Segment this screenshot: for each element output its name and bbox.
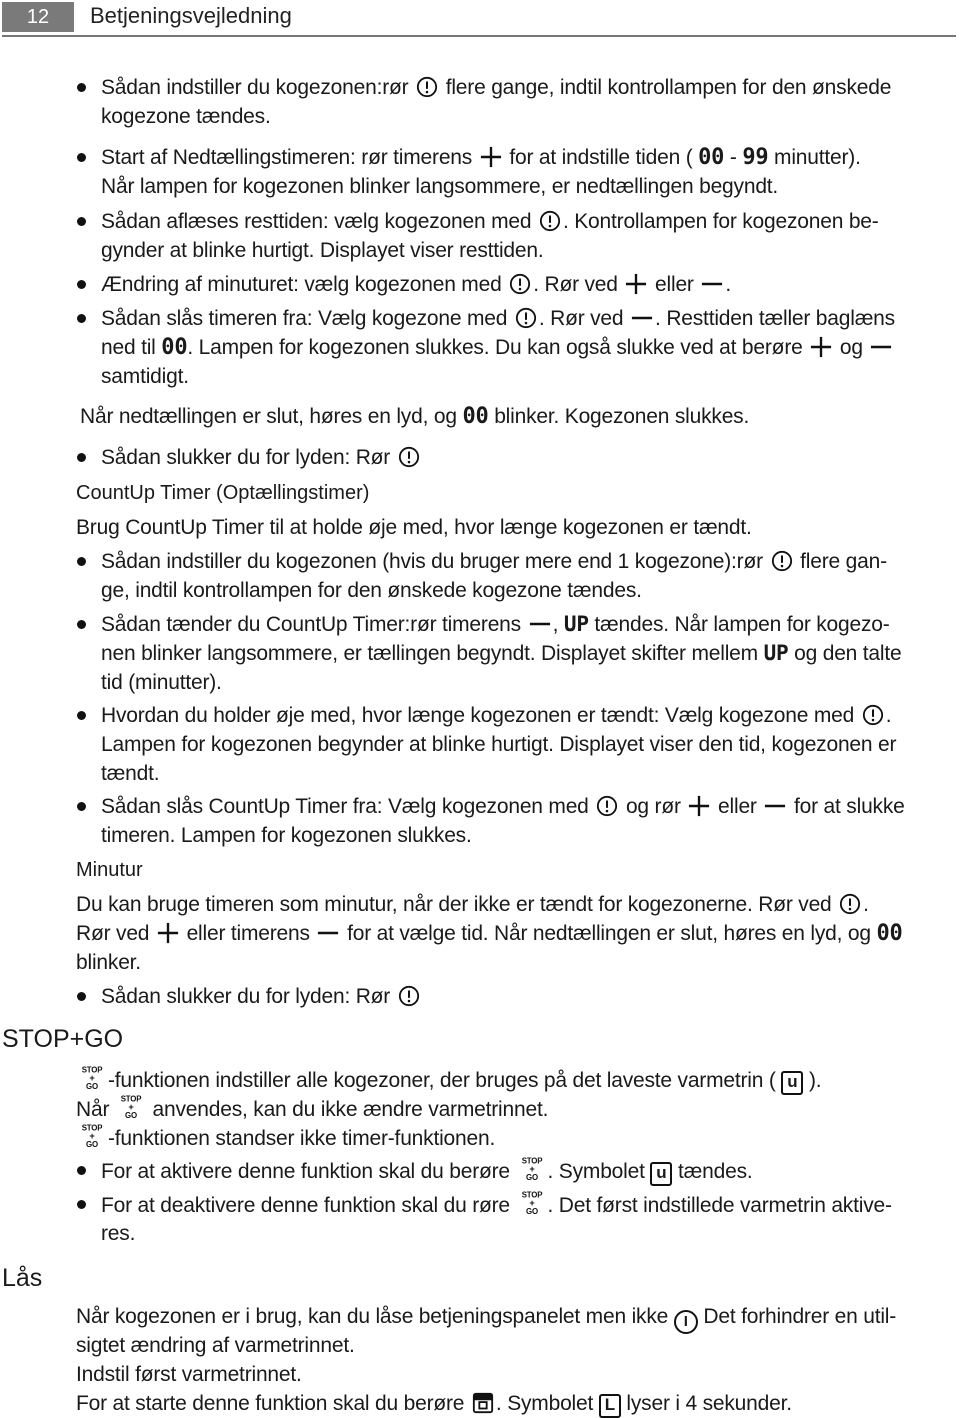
lock-icon [472,1392,494,1414]
text-span: Hvordan du holder øje med, hvor længe kogezonen er tændt: Vælg kogezone med [101,704,855,727]
text-span: . Resttiden tæller baglæns [655,307,895,330]
laas-paragraph [76,1302,896,1418]
bullet-dot [77,280,86,289]
text-span: ). [808,1069,822,1092]
countup-intro [76,513,752,542]
zone-select-icon [862,704,884,726]
plus-icon [688,795,710,817]
page-header [0,0,956,38]
text-span: eller [718,795,757,818]
text-span: nen blinker langsommere, er tællingen begyndt. Displayet skifter mellem [101,642,758,665]
bullet-dot [77,83,86,92]
text-span: . [725,273,732,296]
text-span: Sådan slukker du for lyden: Rør [101,985,391,1008]
text-span: tændes. Når lampen for kogezo- [594,613,890,636]
zone-select-icon [398,985,420,1007]
text-span: tændes. [678,1160,753,1183]
text-span: -funktionen indstiller alle kogezoner, der bruges på det laveste varmetrin ( [108,1069,776,1092]
text-line: Når lampen for kogezonen blinker langsommere, er nedtællingen begyndt. [101,175,779,198]
text-span: Sådan indstiller du kogezonen (hvis du bruger mere end 1 kogezone):rør [101,550,763,573]
text-span: Rør ved [76,922,150,945]
display-00: 00 [161,335,188,360]
text-span: Start af Nedtællingstimeren: rør timerens [101,146,473,169]
display-up: UP [563,612,589,636]
text-line: Brug CountUp Timer til at holde øje med, hvor længe kogezonen er tændt. [76,516,752,539]
power-icon: I [674,1310,698,1334]
minus-icon [764,795,786,817]
text-span: ned til [101,336,156,359]
text-span: Når nedtællingen er slut, høres en lyd, og [80,405,457,428]
text-span: . Kontrollampen for kogezonen be- [562,210,879,233]
zone-select-icon [771,550,793,572]
text-span: blinker. Kogezonen slukkes. [494,405,750,428]
text-line: res. [101,1222,136,1245]
text-line: blinker. [76,951,141,974]
text-span: for at indstille tiden ( [509,146,693,169]
plus-icon [625,273,647,295]
laas-heading: Lås [2,1264,43,1292]
text-span: -funktionen standser ikke timer-funktionen. [108,1127,496,1150]
zone-select-icon [596,795,618,817]
text-span: for at vælge tid. Når nedtællingen er slut, høres en lyd, og [347,922,871,945]
text-span: Når kogezonen er i brug, kan du låse betjeningspanelet men ikke [76,1305,669,1328]
plus-icon [480,146,502,168]
bullet-set-zone-multi [101,547,887,605]
plus-icon [810,336,832,358]
text-span: . Symbolet [547,1160,645,1183]
countup-heading: CountUp Timer (Optællingstimer) [76,482,370,504]
text-line: ge, indtil kontrollampen for den ønskede kogezone tændes. [101,579,642,602]
text-span: flere gange, indtil kontrollampen for den ønskede [445,76,892,99]
minus-icon [870,336,892,358]
display-00: 00 [462,404,489,429]
text-span: Sådan aflæses resttiden: vælg kogezonen med [101,210,532,233]
text-span: Du kan bruge timeren som minutur, når der ikke er tændt for kogezonerne. Rør ved [76,893,832,916]
bullet-dot [77,802,86,811]
bullet-dot [77,1166,86,1175]
bullet-set-zone [101,73,891,131]
bullet-dot [77,620,86,629]
text-span: eller timerens [186,922,310,945]
text-span: . [885,704,892,727]
minus-icon [529,613,551,635]
text-span: For at deaktivere denne funktion skal du røre [101,1194,510,1217]
text-span: eller [655,273,694,296]
header-rule [2,35,956,37]
countdown-end-paragraph [80,402,749,431]
display-u: u [781,1071,803,1095]
bullet-dot [77,1200,86,1209]
display-l: L [599,1394,621,1418]
stop-go-icon [117,1094,145,1120]
text-line: Lampen for kogezonen begynder at blinke hurtigt. Displayet viser den tid, kogezonen er [101,733,897,756]
zone-select-icon [509,273,531,295]
text-line: samtidigt. [101,365,189,388]
display-u: u [650,1162,672,1186]
bullet-dot [77,217,86,226]
zone-select-icon [515,307,537,329]
bullet-dot [77,314,86,323]
text-span: anvendes, kan du ikke ændre varmetrinnet. [152,1098,549,1121]
text-span: . Det først indstillede varmetrin aktive- [547,1194,892,1217]
text-line: kogezone tændes. [101,105,271,128]
text-span: . Symbolet [495,1392,594,1415]
stop-go-icon [518,1190,546,1216]
text-span: Det forhindrer en util- [703,1305,897,1328]
text-span: lyser i 4 sekunder. [626,1392,792,1415]
bullet-timer-off [101,304,895,391]
page-number: 12 [2,2,74,32]
text-span: . [863,893,869,916]
text-line: sigtet ændring af varmetrinnet. [76,1334,355,1357]
bullet-countup-on [101,610,901,697]
zone-select-icon [398,446,420,468]
zone-select-icon [839,893,861,915]
bullet-dot [77,453,86,462]
text-span: - [729,146,737,169]
stop-go-icon [518,1156,546,1182]
display-00: 00 [698,145,725,170]
text-line: tid (minutter). [101,671,222,694]
minus-icon [631,307,653,329]
text-span: . Rør ved [533,273,618,296]
bullet-read-remaining [101,207,879,265]
text-span: Sådan slukker du for lyden: Rør [101,446,391,469]
text-line: tændt. [101,762,160,785]
text-span: . Rør ved [538,307,624,330]
bullet-dot [77,992,86,1001]
bullet-sound-off-2 [101,982,422,1011]
text-line: timeren. Lampen for kogezonen slukkes. [101,824,472,847]
bullet-dot [77,711,86,720]
bullet-activate-stopgo [101,1156,753,1185]
text-line: Indstil først varmetrinnet. [76,1363,302,1386]
bullet-dot [77,557,86,566]
text-span: Sådan tænder du CountUp Timer:rør timerens [101,613,521,636]
text-span: , [552,613,559,636]
text-span: Sådan slås timeren fra: Vælg kogezone med [101,307,508,330]
text-span: flere gan- [800,550,887,573]
stop-go-icon [78,1065,106,1091]
text-span: og rør [625,795,681,818]
text-span: og den talte [794,642,902,665]
stop-go-icon [78,1123,106,1149]
text-span: . Lampen for kogezonen slukkes. Du kan også slukke ved at berøre [187,336,803,359]
bullet-change-minute [101,270,731,299]
text-span: For at aktivere denne funktion skal du berøre [101,1160,510,1183]
text-span: Ændring af minuturet: vælg kogezonen med [101,273,502,296]
minus-icon [317,922,339,944]
display-00: 00 [876,921,903,946]
text-span: for at slukke [794,795,905,818]
text-span: og [839,336,863,359]
bullet-dot [77,153,86,162]
bullet-sound-off [101,443,422,472]
stopgo-heading: STOP+GO [2,1025,124,1053]
text-line: gynder at blinke hurtigt. Displayet viser resttiden. [101,239,544,262]
minutur-heading: Minutur [76,859,143,881]
text-span: Når [76,1098,110,1121]
page-title: Betjeningsvejledning [90,3,292,28]
zone-select-icon [416,76,438,98]
minus-icon [701,273,723,295]
text-span: For at starte denne funktion skal du berøre [76,1392,465,1415]
plus-icon [157,922,179,944]
zone-select-icon [539,210,561,232]
minutur-paragraph [76,890,903,977]
stopgo-paragraph [76,1065,821,1152]
bullet-countup-view [101,701,896,788]
bullet-countup-off [101,792,905,850]
text-span: Sådan indstiller du kogezonen:rør [101,76,409,99]
text-span: Sådan slås CountUp Timer fra: Vælg kogezonen med [101,795,589,818]
display-99: 99 [742,145,769,170]
text-span: minutter). [774,146,861,169]
display-up: UP [763,641,789,665]
bullet-deactivate-stopgo [101,1190,892,1248]
bullet-start-countdown [101,143,861,201]
